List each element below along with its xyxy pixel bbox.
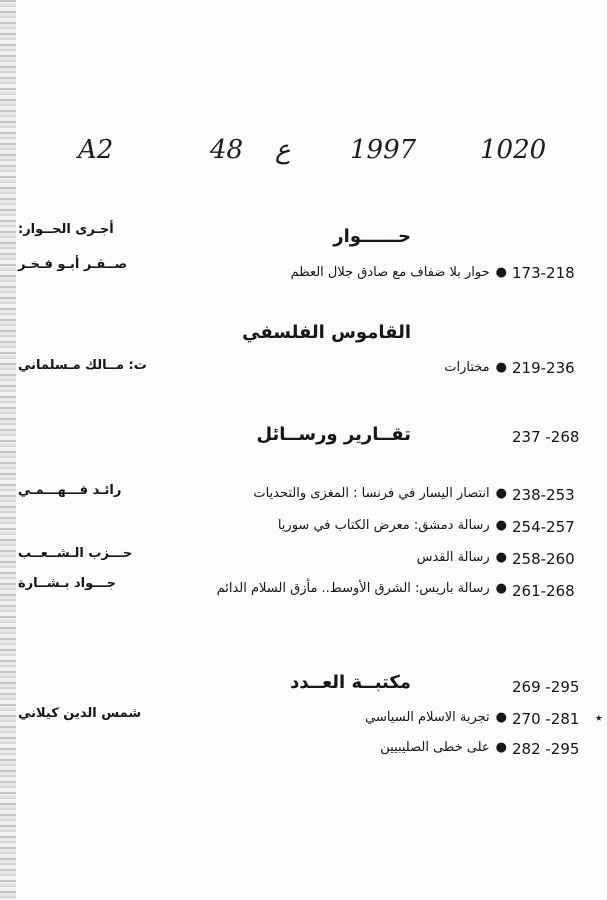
item-pages: 270 -281 (512, 710, 580, 728)
item-pages: 219-236 (512, 359, 575, 377)
item-pages: 282 -295 (512, 740, 580, 758)
bullet-icon: ● (495, 518, 507, 533)
scanned-page-edge (0, 0, 16, 900)
handwritten-code-48: 48 (210, 135, 244, 165)
handwritten-year: 1997 (350, 135, 417, 165)
author-name: صــقـر أبـو فـخـر (18, 257, 128, 272)
toc-item: ●رسالة القدس (416, 550, 507, 565)
author-name: ت: مــالك مـسلماني (18, 358, 147, 373)
toc-item: ●حوار بلا ضفاف مع صادق جلال العظم (290, 265, 507, 280)
toc-item: ●انتصار اليسار في فرنسا : المغزى والتحديات (253, 486, 507, 501)
author-name: حـــزب الـشــعــب (18, 546, 133, 561)
margin-mark-icon: ٭ (595, 710, 603, 726)
item-pages: 258-260 (512, 550, 575, 568)
section-title-dialogue: حــــــوار (333, 226, 411, 247)
section-title-reports-letters: تقــارير ورســائل (256, 424, 411, 445)
bullet-icon: ● (495, 265, 507, 280)
author-name: جـــواد بـشــارة (18, 576, 116, 591)
section-title-philosophical-dictionary: القاموس الفلسفي (242, 322, 411, 343)
author-name: رائـد فـــهـــمـي (18, 483, 122, 498)
item-pages: 173-218 (512, 264, 575, 282)
author-name: شمس الدين كيلاني (18, 706, 142, 721)
bullet-icon: ● (495, 360, 507, 375)
toc-item: ●على خطى الصليبيين (380, 740, 507, 755)
bullet-icon: ● (495, 550, 507, 565)
toc-item: ●تجربة الاسلام السياسي (365, 710, 507, 725)
author-interviewer-label: أجـرى الحــوار: (18, 222, 114, 237)
handwritten-number: 1020 (480, 135, 547, 165)
bullet-icon: ● (495, 710, 507, 725)
section-pages: 237 -268 (512, 428, 580, 446)
bullet-icon: ● (495, 740, 507, 755)
section-title-issue-library: مكتبــة العــدد (290, 672, 411, 693)
bullet-icon: ● (495, 486, 507, 501)
item-pages: 238-253 (512, 486, 575, 504)
handwritten-code-ain: ع (275, 135, 291, 165)
item-pages: 261-268 (512, 582, 575, 600)
section-pages: 269 -295 (512, 678, 580, 696)
item-pages: 254-257 (512, 518, 575, 536)
bullet-icon: ● (495, 581, 507, 596)
toc-item: ●رسالة باريس: الشرق الأوسط.. مأزق السلام الدائم (216, 581, 507, 596)
toc-item: ●مختارات (444, 360, 507, 375)
toc-item: ●رسالة دمشق: معرض الكتاب في سوريا (277, 518, 507, 533)
handwritten-code-a2: A2 (78, 135, 114, 165)
